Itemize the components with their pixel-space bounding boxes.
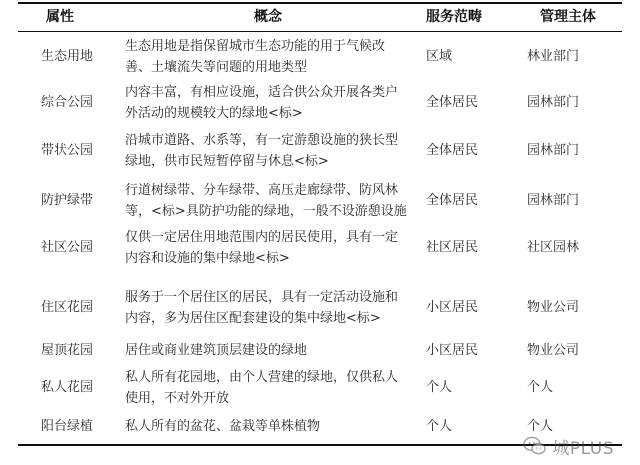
cell-attribute: 私人花园 [40, 380, 93, 395]
cell-concept-line: 生态用地是指保留城市生态功能的用于气候改 [125, 39, 386, 54]
cell-concept-line: 内容丰富，有相应设施，适合供公众开展各类户 [125, 85, 399, 100]
header-attribute: 属性 [46, 9, 74, 25]
cell-attribute: 阳台绿植 [40, 419, 93, 434]
cell-management: 园林部门 [527, 95, 580, 110]
cell-management: 物业公司 [527, 300, 580, 315]
cell-concept-line: 等，<标>具防护功能的绿地，一般不设游憩设施 [125, 204, 407, 219]
cell-management: 个人 [527, 380, 554, 395]
table-header-rule [18, 31, 622, 32]
cell-concept-line: 居住或商业建筑顶层建设的绿地 [125, 343, 308, 358]
cell-management: 园林部门 [527, 193, 580, 208]
cell-concept-line: 绿地，供市民短暂停留与休息<标> [125, 154, 329, 169]
cell-attribute: 综合公园 [40, 95, 93, 110]
cell-scope: 小区居民 [426, 343, 479, 358]
cell-scope: 区域 [426, 49, 453, 64]
cell-management: 社区园林 [527, 240, 580, 255]
cell-concept-line: 使用，不对外开放 [125, 391, 230, 406]
cell-concept-line: 沿城市道路、水系等，有一定游憩设施的狭长型 [125, 133, 399, 148]
cell-scope: 全体居民 [426, 95, 479, 110]
cell-concept-line: 私人所有的盆花、盆栽等单株植物 [125, 419, 321, 434]
watermark-text: 城PLUS [552, 438, 614, 459]
cell-scope: 个人 [426, 419, 453, 434]
cell-attribute: 带状公园 [40, 143, 93, 158]
cell-scope: 社区居民 [426, 240, 479, 255]
cell-concept-line: 行道树绿带、分车绿带、高压走廊绿带、防风林 [125, 183, 399, 198]
header-concept: 概念 [254, 9, 282, 25]
header-management: 管理主体 [540, 9, 596, 25]
cell-concept-line: 内容，多为居住区配套建设的集中绿地<标> [125, 311, 381, 326]
cell-scope: 全体居民 [426, 143, 479, 158]
cell-management: 物业公司 [527, 343, 580, 358]
cell-attribute: 生态用地 [40, 49, 93, 64]
cell-concept-line: 仅供一定居住用地范围内的居民使用，具有一定 [125, 230, 399, 245]
cell-management: 个人 [527, 419, 554, 434]
cell-attribute: 社区公园 [40, 240, 93, 255]
table-top-rule [18, 2, 622, 4]
cell-concept-line: 善、土壤流失等问题的用地类型 [125, 60, 308, 75]
cell-management: 园林部门 [527, 143, 580, 158]
cell-scope: 小区居民 [426, 300, 479, 315]
cell-concept-line: 私人所有花园地，由个人营建的绿地，仅供私人 [125, 370, 399, 385]
wechat-icon [522, 433, 548, 459]
cell-management: 林业部门 [527, 49, 580, 64]
header-scope: 服务范畴 [426, 9, 482, 25]
cell-attribute: 住区花园 [40, 300, 93, 315]
cell-concept-line: 外活动的规模较大的绿地<标> [125, 106, 303, 121]
cell-scope: 全体居民 [426, 193, 479, 208]
cell-concept-line: 内容和设施的集中绿地<标> [125, 251, 290, 266]
cell-concept-line: 服务于一个居住区的居民，具有一定活动设施和 [125, 290, 399, 305]
watermark [522, 433, 614, 459]
cell-scope: 个人 [426, 380, 453, 395]
cell-attribute: 屋顶花园 [40, 343, 93, 358]
cell-attribute: 防护绿带 [40, 193, 93, 208]
